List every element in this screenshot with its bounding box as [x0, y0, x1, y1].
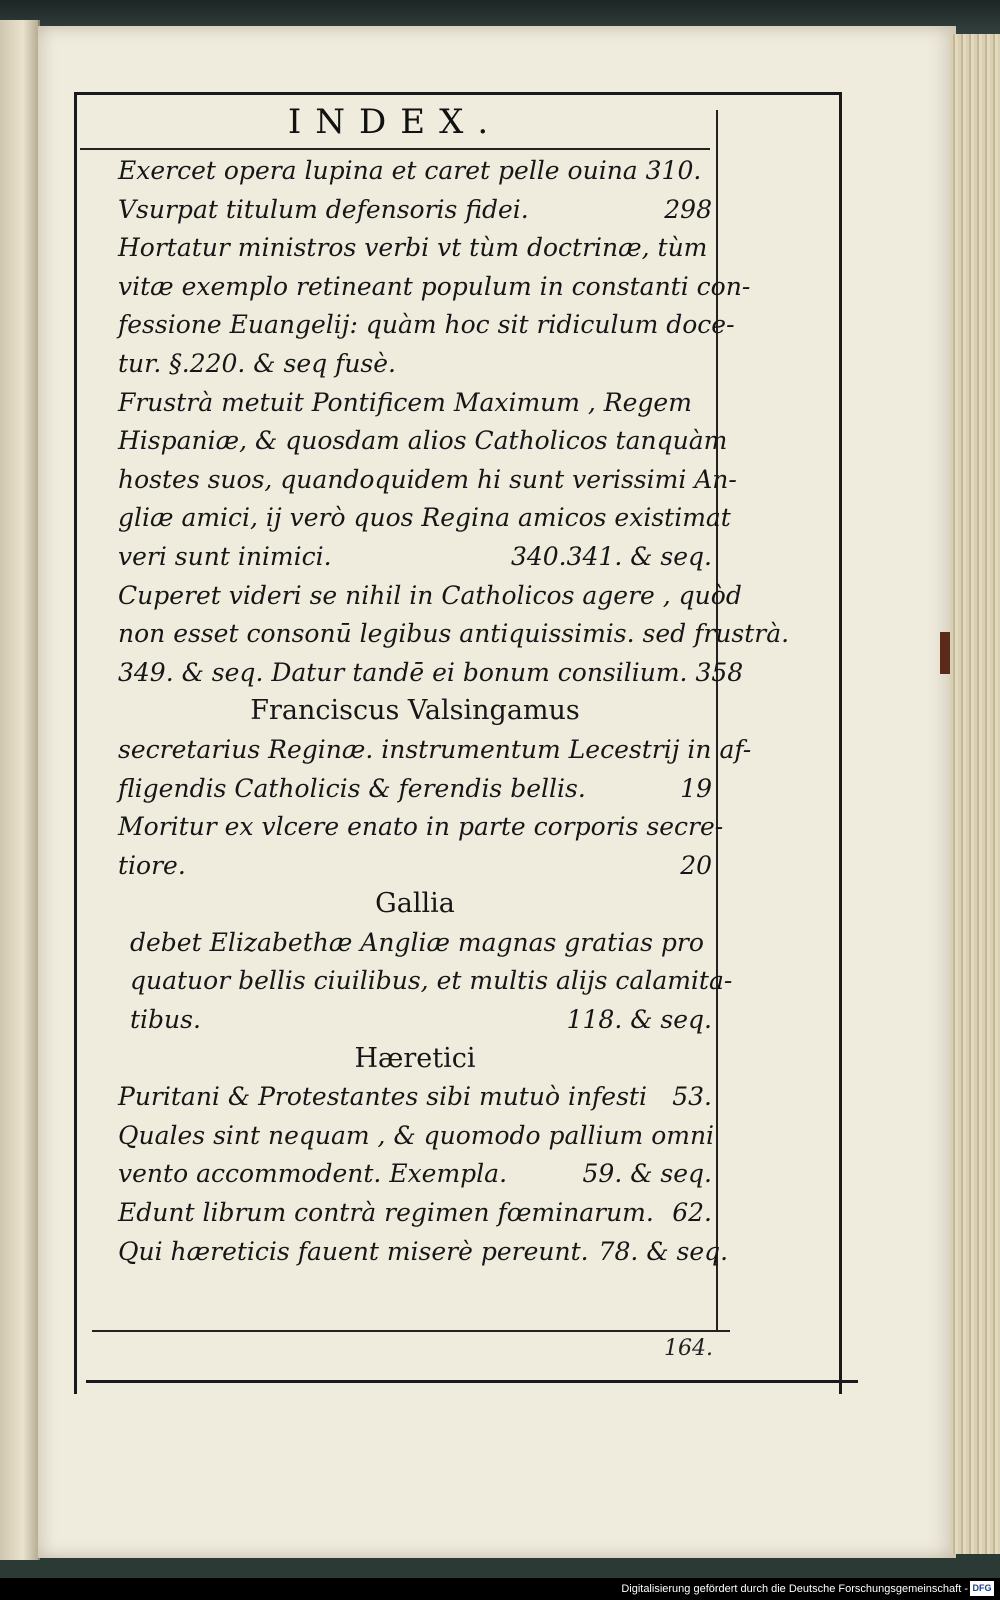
index-entry: Moritur ex vlcere enato in parte corporis secre-: [118, 812, 724, 842]
funding-credit: Digitalisierung gefördert durch die Deutsche Forschungsgemeinschaft -: [621, 1583, 968, 1595]
index-entry: Cuperet videri se nihil in Catholicos agere , quòd: [118, 580, 742, 610]
index-entry: Vsurpat titulum defensoris fidei. 298: [118, 194, 712, 224]
index-entry: Hispaniæ, & quosdam alios Catholicos tanquàm: [118, 426, 728, 456]
index-entry: Hortatur ministros verbi vt tùm doctrinæ, tùm: [118, 233, 708, 263]
index-entry: secretarius Reginæ. instrumentum Lecestrij in af-: [118, 734, 752, 764]
index-entry: gliæ amici, ij verò quos Regina amicos existimat: [118, 503, 731, 533]
index-entry: quatuor bellis ciuilibus, et multis alijs calamita-: [130, 966, 733, 996]
bookmark-ribbon: [940, 632, 950, 674]
text-block-bottom-rule: [92, 1330, 730, 1332]
index-entry: Exercet opera lupina et caret pelle ouina 310.: [118, 156, 702, 185]
index-entry: vitæ exemplo retineant populum in constanti con-: [118, 271, 751, 301]
page-number: 164.: [664, 1336, 713, 1361]
index-entry: Frustrà metuit Pontificem Maximum , Regem: [118, 387, 692, 417]
index-entry: Qui hæreticis fauent miserè pereunt. 78. & seq.: [118, 1236, 729, 1266]
index-entry: fligendis Catholicis & ferendis bellis. 19: [118, 773, 712, 803]
index-entry: vento accommodent. Exempla. 59. & seq.: [118, 1159, 712, 1189]
index-entry: Edunt librum contrà regimen fœminarum. 62.: [118, 1198, 712, 1228]
index-entry: 349. & seq. Datur tandē ei bonum consilium. 358: [118, 657, 744, 687]
header-rule: [80, 148, 710, 150]
index-entry: tiore. 20: [118, 850, 712, 880]
dfg-logo: DFG: [970, 1581, 994, 1596]
index-entry: Quales sint nequam , & quomodo pallium omni: [118, 1120, 715, 1150]
frame-bottom-rule: [86, 1380, 858, 1383]
section-heading: Gallia: [375, 888, 455, 920]
page-stack-edge: [950, 34, 1000, 1554]
index-entry: Puritani & Protestantes sibi mutuò infesti 53.: [118, 1082, 712, 1112]
index-entry: fessione Euangelij: quàm hoc sit ridiculum doce-: [118, 310, 735, 340]
facing-page-edge: [0, 20, 40, 1560]
section-heading: Franciscus Valsingamus: [250, 695, 580, 727]
page-title: INDEX.: [287, 102, 503, 142]
index-entry: veri sunt inimici. 340.341. & seq.: [118, 541, 712, 571]
section-heading: Hæretici: [354, 1042, 476, 1074]
index-entries: [118, 152, 790, 1271]
index-entry: tur. §.220. & seq fusè.: [118, 348, 397, 378]
index-entry: hostes suos, quandoquidem hi sunt verissimi An-: [118, 464, 737, 494]
index-entry: tibus. 118. & seq.: [130, 1005, 712, 1035]
index-entry: non esset consonū legibus antiquissimis. sed frustrà.: [118, 619, 790, 649]
index-entry: debet Elizabethæ Angliæ magnas gratias pro: [130, 927, 704, 957]
